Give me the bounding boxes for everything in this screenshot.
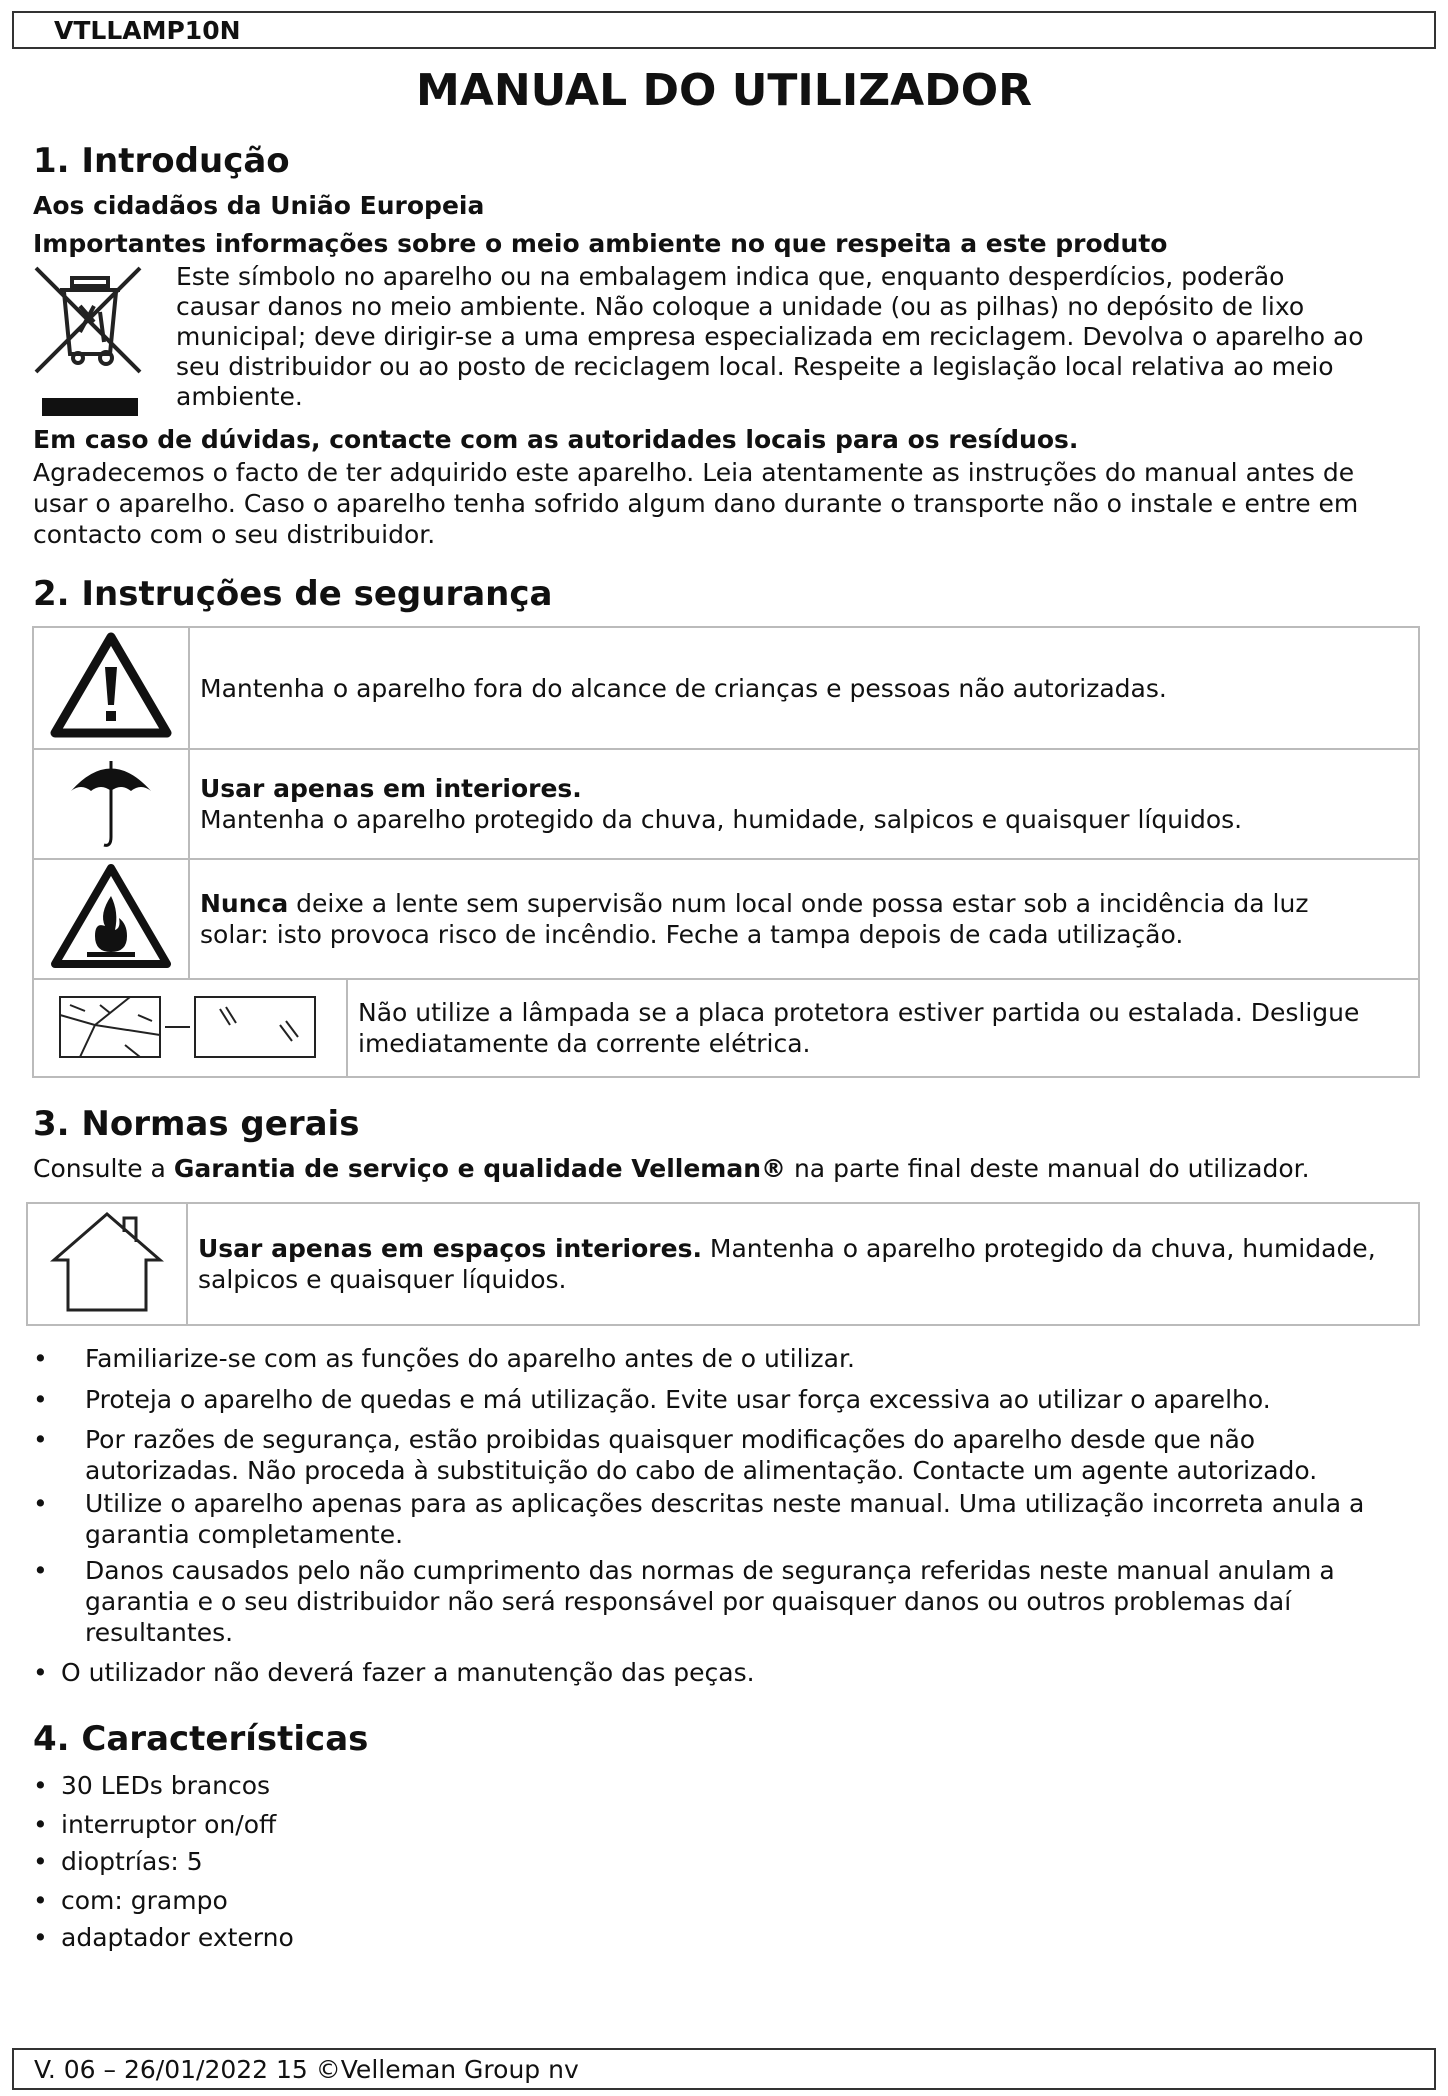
header-bar — [12, 11, 1436, 49]
safety-row — [33, 859, 1419, 979]
section-2-heading: 2. Instruções de segurança — [33, 574, 553, 614]
safety-row — [33, 627, 1419, 749]
warning-icon — [49, 631, 173, 739]
protect-text: Mantenha o aparelho protegido da chuva, humidade, salpicos e quaisquer líquidos. — [200, 805, 1243, 834]
list-item: • dioptrías: 5 — [33, 1847, 203, 1876]
footer-text: V. 06 – 26/01/2022 15 ©Velleman Group nv — [34, 2055, 579, 2084]
section-1-heading: 1. Introdução — [33, 141, 290, 181]
doubts-text: Em caso de dúvidas, contacte com as autoridades locais para os resíduos. — [33, 425, 1079, 454]
list-item: • Por razões de segurança, estão proibidas quaisquer modificações do aparelho desde que não autorizadas. Não proceda à substituição do cabo de alimentação. Contacte um agente autorizado. — [33, 1425, 1318, 1485]
features-list — [33, 1770, 294, 1953]
safety-text — [189, 749, 1419, 859]
list-item: • 30 LEDs brancos — [33, 1771, 271, 1800]
safety-table — [32, 626, 1420, 980]
house-icon-cell — [27, 1203, 187, 1325]
page-title: MANUAL DO UTILIZADOR — [416, 65, 1032, 116]
list-item: • Danos causados pelo não cumprimento das normas de segurança referidas neste manual anulam a garantia e o seu distribuidor não será responsável por quaisquer danos ou outros problemas daí resultantes. — [33, 1556, 1335, 1647]
safety-row — [33, 979, 1419, 1077]
list-item: • interruptor on/off — [33, 1810, 277, 1839]
never-word: Nunca — [200, 889, 289, 918]
house-line-2: salpicos e quaisquer líquidos. — [198, 1265, 567, 1294]
safety-text — [347, 979, 1419, 1077]
list-item: • com: grampo — [33, 1886, 228, 1915]
house-icon — [42, 1206, 172, 1316]
list-item: • Utilize o aparelho apenas para as aplicações descritas neste manual. Uma utilização incorreta anula a garantia completamente. — [33, 1489, 1365, 1549]
indoor-only: Usar apenas em interiores. — [200, 774, 582, 803]
broken-glass-icon — [40, 985, 340, 1065]
fire-line-1: deixe a lente sem supervisão num local onde possa estar sob a incidência da luz — [288, 889, 1309, 918]
weee-line: Este símbolo no aparelho ou na embalagem indica que, enquanto desperdícios, poderão — [176, 262, 1285, 291]
fire-warning-icon-cell — [33, 859, 189, 979]
umbrella-icon — [66, 751, 156, 851]
thanks-paragraph — [33, 457, 1358, 550]
indoor-spaces: Usar apenas em espaços interiores. — [198, 1234, 702, 1263]
general-rules-list — [33, 1343, 1423, 1688]
warranty-link-text: Garantia de serviço e qualidade Velleman® — [173, 1154, 787, 1183]
house-table — [26, 1202, 1420, 1326]
weee-bin-icon — [30, 262, 150, 422]
glass-table — [32, 978, 1420, 1078]
list-item: • O utilizador não deverá fazer a manutenção das peças. — [33, 1658, 755, 1687]
list-item: • Proteja o aparelho de quedas e má utilização. Evite usar força excessiva ao utilizar o aparelho. — [33, 1385, 1271, 1414]
umbrella-icon-cell — [33, 749, 189, 859]
eu-citizens: Aos cidadãos da União Europeia — [33, 191, 485, 220]
fire-line-2: solar: isto provoca risco de incêndio. Feche a tampa depois de cada utilização. — [200, 920, 1184, 949]
safety-text: Mantenha o aparelho fora do alcance de crianças e pessoas não autorizadas. — [189, 627, 1419, 749]
list-item: • adaptador externo — [33, 1923, 294, 1952]
safety-row — [33, 749, 1419, 859]
broken-glass-icon-cell — [33, 979, 347, 1077]
warning-icon-cell — [33, 627, 189, 749]
weee-line: ambiente. — [176, 382, 303, 411]
thanks-line: usar o aparelho. Caso o aparelho tenha sofrido algum dano durante o transporte não o instale e entre em — [33, 489, 1359, 518]
weee-text — [176, 262, 1364, 412]
env-info-heading: Importantes informações sobre o meio ambiente no que respeita a este produto — [33, 229, 1168, 258]
weee-line: seu distribuidor ou ao posto de reciclagem local. Respeite a legislação local relativa ao meio — [176, 352, 1334, 381]
glass-line-1: Não utilize a lâmpada se a placa protetora estiver partida ou estalada. Desligue — [358, 998, 1360, 1027]
weee-line: causar danos no meio ambiente. Não coloque a unidade (ou as pilhas) no depósito de lixo — [176, 292, 1305, 321]
thanks-line: contacto com o seu distribuidor. — [33, 520, 436, 549]
footer-bar — [12, 2048, 1436, 2090]
safety-text: Usar apenas em espaços interiores. Mantenha o aparelho protegido da chuva, humidade, salpicos e quaisquer líquidos. — [187, 1203, 1419, 1325]
list-item: • Familiarize-se com as funções do aparelho antes de o utilizar. — [33, 1344, 855, 1373]
weee-line: municipal; deve dirigir-se a uma empresa especializada em reciclagem. Devolva o aparelho ao — [176, 322, 1364, 351]
safety-text — [189, 859, 1419, 979]
model-number: VTLLAMP10N — [54, 16, 241, 45]
section-3-heading: 3. Normas gerais — [33, 1104, 360, 1144]
glass-line-2: imediatamente da corrente elétrica. — [358, 1029, 811, 1058]
safety-row — [27, 1203, 1419, 1325]
fire-warning-icon — [49, 862, 173, 970]
section-4-heading: 4. Características — [33, 1719, 369, 1759]
thanks-line: Agradecemos o facto de ter adquirido este aparelho. Leia atentamente as instruções do manual antes de — [33, 458, 1355, 487]
consult-text: Consulte a Garantia de serviço e qualidade Velleman® na parte final deste manual do utilizador. — [33, 1154, 1310, 1183]
